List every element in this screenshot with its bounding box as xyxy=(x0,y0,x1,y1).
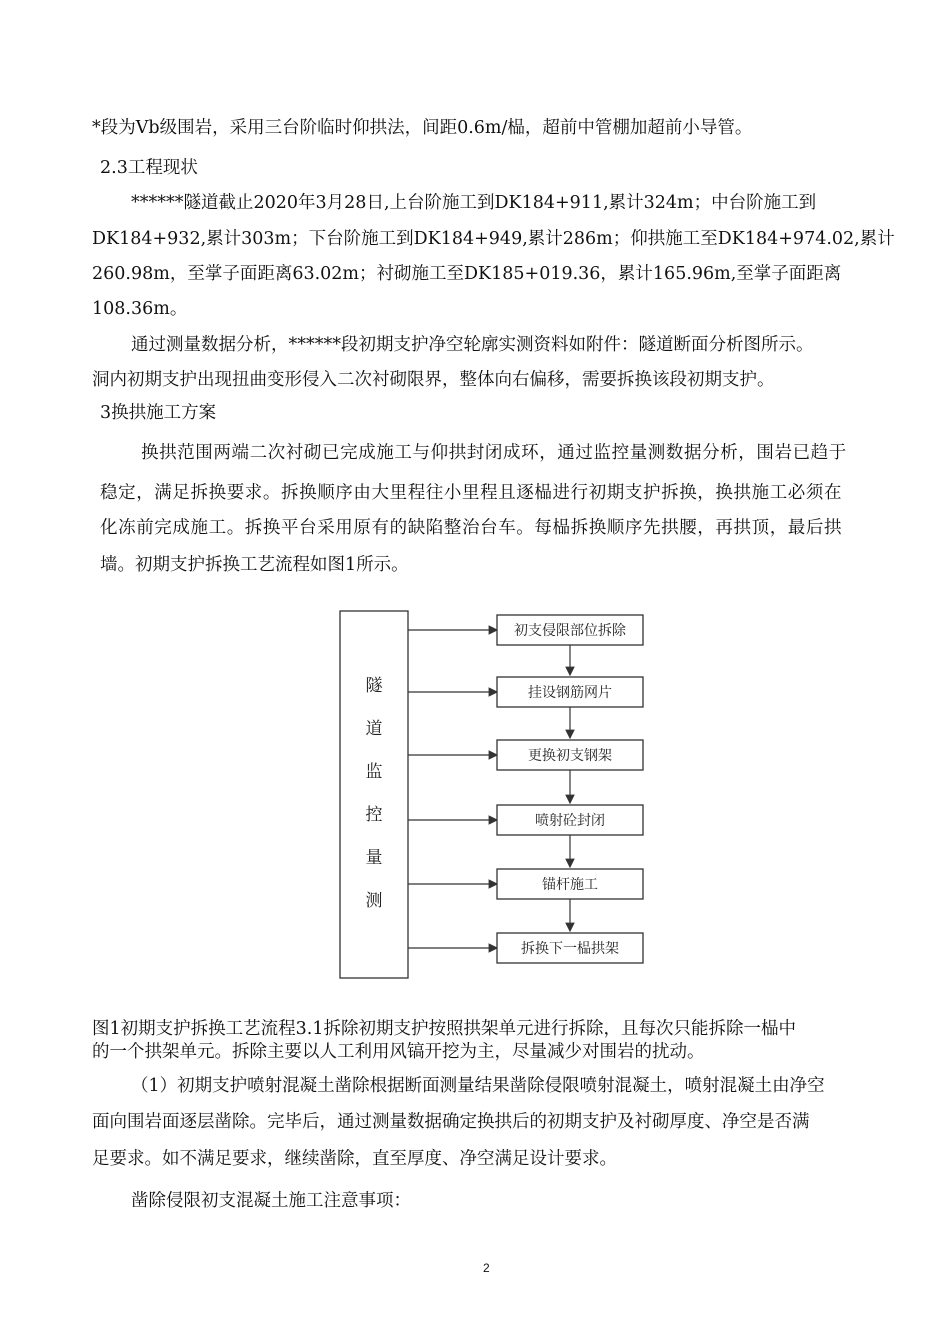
flow-step-label: 更换初支钢架 xyxy=(528,748,612,764)
paragraph-line: 墙。初期支护拆换工艺流程如图1所示。 xyxy=(100,555,409,575)
monitoring-label-char: 控 xyxy=(365,805,383,825)
flow-step-label: 挂设钢筋网片 xyxy=(528,685,612,701)
monitoring-label-char: 监 xyxy=(365,762,383,782)
paragraph-line: 化冻前完成施工。拆换平台采用原有的缺陷整治台车。每榀拆换顺序先拱腰，再拱顶，最后拱 xyxy=(100,518,843,538)
flow-step-label: 拆换下一榀拱架 xyxy=(521,941,619,957)
section-heading-2-3: 2.3工程现状 xyxy=(100,158,198,178)
paragraph-line: ******隧道截止2020年3月28日,上台阶施工到DK184+911,累计324m；中台阶施工到 xyxy=(131,193,817,213)
paragraph-line: 260.98m，至掌子面距离63.02m；衬砌施工至DK185+019.36，累计165.96m,至掌子面距离 xyxy=(92,264,842,284)
page-number: 2 xyxy=(483,1261,490,1275)
paragraph-line: 稳定，满足拆换要求。拆换顺序由大里程往小里程且逐榀进行初期支护拆换，换拱施工必须在 xyxy=(100,483,843,503)
figure-caption-line: 图1初期支护拆换工艺流程3.1拆除初期支护按照拱架单元进行拆除，且每次只能拆除一榀中 xyxy=(92,1019,796,1039)
paragraph-line: 108.36m。 xyxy=(92,299,188,319)
section-heading-3: 3换拱施工方案 xyxy=(100,403,217,423)
paragraph-line: 换拱范围两端二次衬砌已完成施工与仰拱封闭成环，通过监控量测数据分析，围岩已趋于 xyxy=(141,443,847,463)
monitoring-label-char: 测 xyxy=(365,891,383,911)
monitoring-box xyxy=(340,611,408,978)
paragraph-line: 足要求。如不满足要求，继续凿除，直至厚度、净空满足设计要求。 xyxy=(92,1149,617,1169)
flow-step-label: 锚杆施工 xyxy=(542,877,598,893)
paragraph-line: （1）初期支护喷射混凝土凿除根据断面测量结果凿除侵限喷射混凝土，喷射混凝土由净空 xyxy=(131,1076,825,1096)
monitoring-label-char: 量 xyxy=(365,848,383,868)
paragraph-line: *段为Vb级围岩，采用三台阶临时仰拱法，间距0.6m/榀，超前中管棚加超前小导管。 xyxy=(92,118,753,138)
paragraph-line: DK184+932,累计303m；下台阶施工到DK184+949,累计286m；仰拱施工至DK184+974.02,累计 xyxy=(92,229,895,249)
flow-step-label: 初支侵限部位拆除 xyxy=(514,623,626,639)
paragraph-line: 面向围岩面逐层凿除。完毕后，通过测量数据确定换拱后的初期支护及衬砌厚度、净空是否满 xyxy=(92,1112,810,1132)
flow-step-label: 喷射砼封闭 xyxy=(535,813,605,829)
monitoring-label-char: 道 xyxy=(365,719,383,739)
paragraph-line: 凿除侵限初支混凝土施工注意事项： xyxy=(131,1191,411,1211)
paragraph-line: 洞内初期支护出现扭曲变形侵入二次衬砌限界，整体向右偏移，需要拆换该段初期支护。 xyxy=(92,370,775,390)
figure-caption-line: 的一个拱架单元。拆除主要以人工利用风镐开挖为主，尽量减少对围岩的扰动。 xyxy=(92,1042,705,1062)
paragraph-line: 通过测量数据分析，******段初期支护净空轮廓实测资料如附件：隧道断面分析图所示。 xyxy=(131,335,814,355)
monitoring-label-char: 隧 xyxy=(365,676,383,696)
